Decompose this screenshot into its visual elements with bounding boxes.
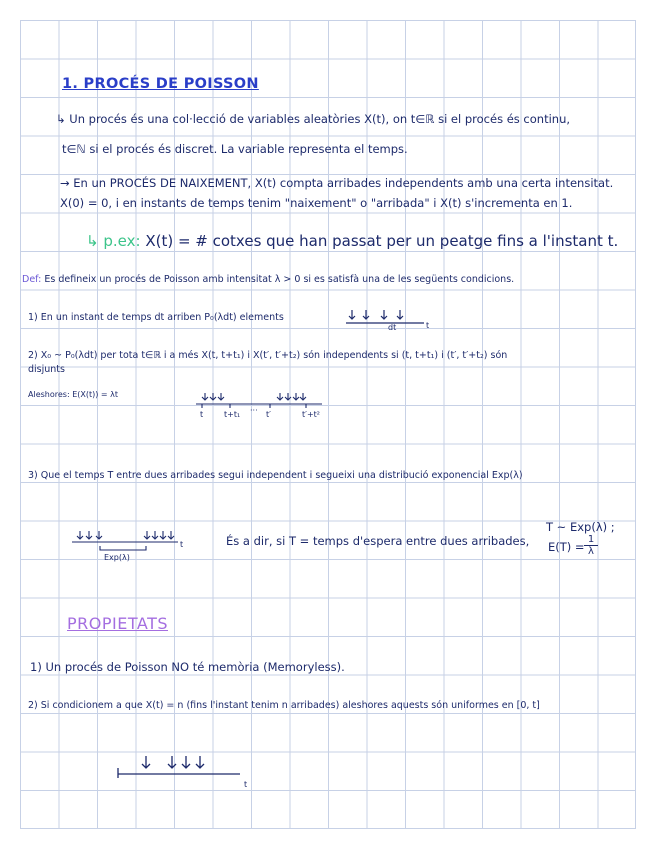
arrival-arrow bbox=[210, 393, 216, 400]
condition-2-tick-tprime: t′ bbox=[266, 410, 271, 419]
condition-2-tick-t: t bbox=[200, 410, 204, 419]
example-text: X(t) = # cotxes que han passat per un peatge fins a l'instant t. bbox=[145, 232, 619, 250]
arrival-arrow bbox=[293, 393, 299, 400]
condition-3-exp-label: Exp(λ) bbox=[104, 553, 130, 562]
arrival-arrow bbox=[168, 531, 174, 539]
arrival-arrow bbox=[277, 393, 283, 400]
definition-text: Es defineix un procés de Poisson amb intensitat λ > 0 si es satisfà una de les següents condicions. bbox=[44, 274, 515, 285]
arrival-arrow bbox=[160, 531, 166, 539]
arrival-arrow bbox=[152, 531, 158, 539]
naixement-line-2: X(0) = 0, i en instants de temps tenim "naixement" o "arribada" i X(t) s'incrementa en 1. bbox=[60, 196, 573, 210]
condition-2-line-2: disjunts bbox=[28, 364, 65, 375]
condition-2-tick-t-t1: t+t₁ bbox=[224, 410, 241, 419]
condition-3-axis-t: t bbox=[180, 540, 184, 549]
condition-3-expectation: E(T) = bbox=[548, 540, 585, 554]
arrival-arrow bbox=[142, 756, 150, 768]
naixement-line-1: → En un PROCÉS DE NAIXEMENT, X(t) compta arribades independents amb una certa intensitat. bbox=[60, 176, 614, 190]
definition-label: Def: bbox=[22, 274, 42, 285]
condition-3-distribution: T ~ Exp(λ) ; bbox=[546, 520, 615, 534]
condition-2-diagram bbox=[196, 393, 322, 408]
arrival-arrow bbox=[202, 393, 208, 400]
arrival-arrow bbox=[218, 393, 224, 400]
condition-2-tick-tprime-t2: t′+t² bbox=[302, 410, 320, 419]
arrival-arrow bbox=[363, 310, 369, 319]
condition-2-dots: ··· bbox=[250, 406, 258, 415]
propietat-2-diagram bbox=[118, 756, 240, 778]
arrival-arrow bbox=[300, 393, 306, 400]
arrival-arrow bbox=[285, 393, 291, 400]
intro-line-2: t∈ℕ si el procés és discret. La variable representa el temps. bbox=[62, 142, 408, 156]
arrival-arrow bbox=[196, 756, 204, 768]
example-label: ↳ p.ex: bbox=[86, 232, 141, 250]
propietats-title: PROPIETATS bbox=[67, 614, 168, 633]
propietat-axis-t: t bbox=[244, 780, 248, 789]
section-title: 1. PROCÉS DE POISSON bbox=[62, 76, 259, 92]
condition-2-ticks bbox=[202, 404, 306, 408]
condition-1-t-label: t bbox=[426, 321, 430, 330]
condition-3-text: 3) Que el temps T entre dues arribades segui independent i segueixi una distribució exponencial Exp(λ) bbox=[28, 470, 523, 481]
condition-3-diagram bbox=[72, 531, 178, 550]
condition-1-dt-label: dt bbox=[388, 323, 397, 332]
arrival-arrow bbox=[96, 531, 102, 539]
arrival-arrow bbox=[397, 310, 403, 319]
fraction-denominator: λ bbox=[584, 545, 598, 557]
arrival-arrow bbox=[349, 310, 355, 319]
condition-3-bracket bbox=[100, 546, 146, 550]
arrival-arrow bbox=[182, 756, 190, 768]
condition-3-sentence: És a dir, si T = temps d'espera entre dues arribades, bbox=[226, 534, 530, 548]
arrival-arrow bbox=[381, 310, 387, 319]
arrival-arrow bbox=[168, 756, 176, 768]
propietat-1: 1) Un procés de Poisson NO té memòria (Memoryless). bbox=[30, 660, 345, 674]
intro-line-1: ↳ Un procés és una col·lecció de variables aleatòries X(t), on t∈ℝ si el procés és continu, bbox=[56, 112, 571, 126]
propietat-2: 2) Si condicionem a que X(t) = n (fins l'instant tenim n arribades) aleshores aquests són uniformes en [0, t] bbox=[28, 700, 540, 711]
arrival-arrow bbox=[144, 531, 150, 539]
arrival-arrow bbox=[77, 531, 83, 539]
arrival-arrow bbox=[86, 531, 92, 539]
condition-2-line-1: 2) X₀ ~ P₀(λdt) per tota t∈ℝ i a més X(t, t+t₁) i X(t′, t′+t₂) són independents si (t, t+t₁) i (t′, t′+t₂) són bbox=[28, 350, 508, 361]
condition-2-expectation: Aleshores: E(X(t)) = λt bbox=[28, 390, 119, 399]
condition-1-diagram bbox=[346, 310, 424, 323]
condition-1-text: 1) En un instant de temps dt arriben P₀(λdt) elements bbox=[28, 312, 284, 323]
fraction-numerator: 1 bbox=[587, 534, 595, 545]
